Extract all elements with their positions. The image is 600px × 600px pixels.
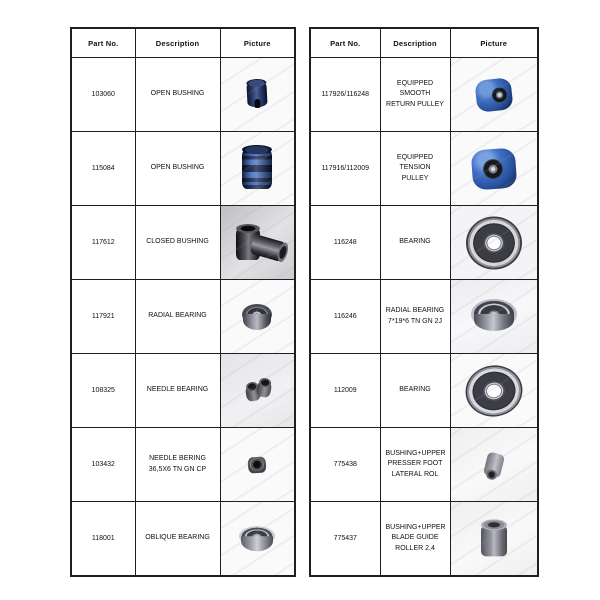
table-row (71, 354, 295, 428)
part-no-cell: 103432 (71, 428, 135, 502)
description-cell: EQUIPPED SMOOTH RETURN PULLEY (380, 58, 450, 132)
part-no-cell: 112009 (310, 354, 380, 428)
picture-cell (450, 428, 538, 502)
picture-cell (220, 428, 295, 502)
description-cell: OBLIQUE BEARING (135, 502, 220, 577)
picture-cell (220, 206, 295, 280)
table-row (71, 428, 295, 502)
description-cell: RADIAL BEARING (135, 280, 220, 354)
description-cell: BEARING (380, 206, 450, 280)
part-no-cell: 117926/116248 (310, 58, 380, 132)
part-no-cell: 118001 (71, 502, 135, 577)
column-header-picture: Picture (450, 28, 538, 58)
column-header-picture: Picture (220, 28, 295, 58)
column-header-part-no: Part No. (71, 28, 135, 58)
picture-cell (450, 280, 538, 354)
table-row (310, 428, 538, 502)
bearing-front-tilted-photo (451, 354, 538, 427)
description-cell: RADIAL BEARING 7*19*6 TN GN 2J (380, 280, 450, 354)
return-pulley-blue-photo (451, 58, 538, 131)
parts-table-right (309, 27, 539, 577)
description-cell: NEEDLE BEARING (135, 354, 220, 428)
needle-bearing-pair-photo (221, 354, 295, 427)
table-row (310, 280, 538, 354)
part-no-cell: 108325 (71, 354, 135, 428)
open-bushing-upright-blue-photo (221, 58, 295, 131)
description-cell: NEEDLE BERING 36,5X6 TN GN CP (135, 428, 220, 502)
part-no-cell: 775438 (310, 428, 380, 502)
part-no-cell: 116248 (310, 206, 380, 280)
description-cell: BUSHING+UPPER PRESSER FOOT LATERAL ROL (380, 428, 450, 502)
column-header-description: Description (380, 28, 450, 58)
parts-catalog (70, 27, 539, 577)
column-header-part-no: Part No. (310, 28, 380, 58)
table-row (71, 502, 295, 577)
picture-cell (450, 58, 538, 132)
radial-bearing-small-side-photo (221, 280, 295, 353)
description-cell: OPEN BUSHING (135, 132, 220, 206)
description-cell: BEARING (380, 354, 450, 428)
part-no-cell: 117921 (71, 280, 135, 354)
picture-cell (450, 502, 538, 577)
picture-cell (450, 354, 538, 428)
header-row (310, 28, 538, 58)
part-no-cell: 775437 (310, 502, 380, 577)
description-cell: EQUIPPED TENSION PULLEY (380, 132, 450, 206)
blade-guide-roller-photo (451, 502, 538, 575)
description-cell: CLOSED BUSHING (135, 206, 220, 280)
picture-cell (450, 132, 538, 206)
table-row (71, 132, 295, 206)
radial-bearing-tilted-photo (451, 280, 538, 353)
closed-bushing-pair-dark-photo (221, 206, 295, 279)
part-no-cell: 116246 (310, 280, 380, 354)
part-no-cell: 103060 (71, 58, 135, 132)
open-bushing-large-blue-photo (221, 132, 295, 205)
part-no-cell: 115084 (71, 132, 135, 206)
picture-cell (220, 58, 295, 132)
table-row (310, 132, 538, 206)
picture-cell (220, 502, 295, 577)
column-header-description: Description (135, 28, 220, 58)
picture-cell (220, 280, 295, 354)
table-row (71, 58, 295, 132)
table-row (310, 354, 538, 428)
presser-foot-roller-small-photo (451, 428, 538, 501)
picture-cell (220, 132, 295, 206)
table-row (310, 206, 538, 280)
table-row (71, 280, 295, 354)
table-row (71, 206, 295, 280)
table-row (310, 502, 538, 577)
description-cell: OPEN BUSHING (135, 58, 220, 132)
picture-cell (220, 354, 295, 428)
parts-table-left (70, 27, 296, 577)
part-no-cell: 117916/112009 (310, 132, 380, 206)
description-cell: BUSHING+UPPER BLADE GUIDE ROLLER 2,4 (380, 502, 450, 577)
tension-pulley-blue-photo (451, 132, 538, 205)
needle-bearing-single-photo (221, 428, 295, 501)
table-row (310, 58, 538, 132)
part-no-cell: 117612 (71, 206, 135, 280)
oblique-bearing-side-photo (221, 502, 295, 575)
picture-cell (450, 206, 538, 280)
bearing-front-black-photo (451, 206, 538, 279)
header-row (71, 28, 295, 58)
